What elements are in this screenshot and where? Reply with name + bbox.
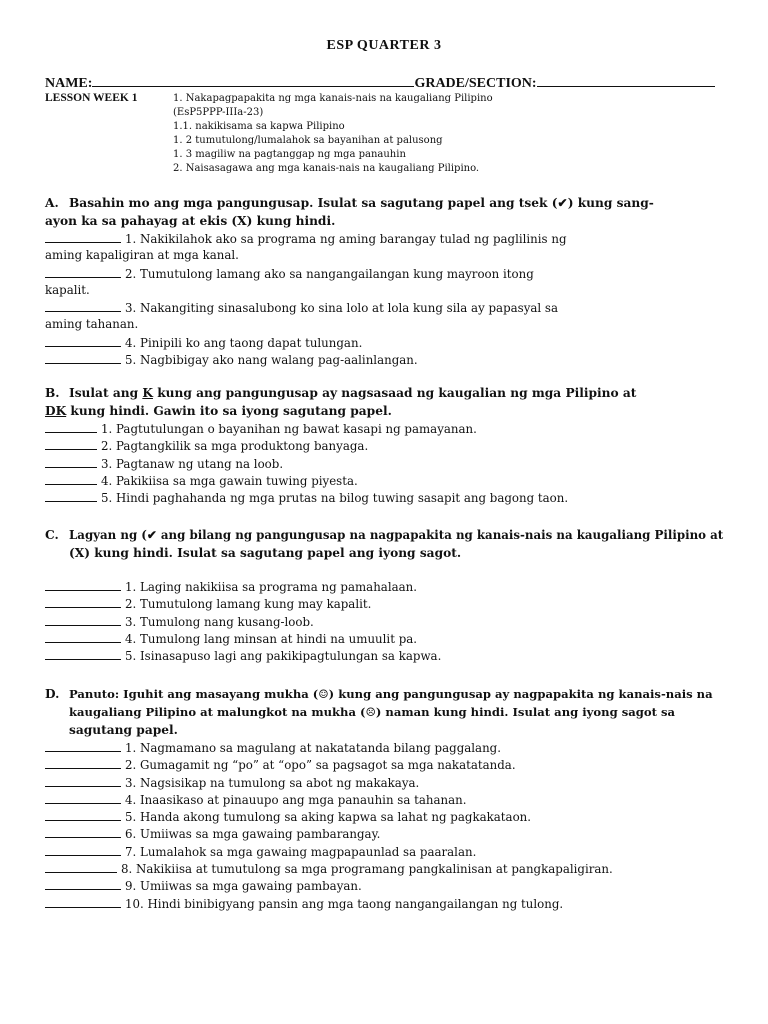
item-continuation: aming kapaligiran at mga kanal. [45,248,239,263]
section-b [45,384,725,506]
answer-blank[interactable] [45,420,97,433]
item-text: 9. Umiiwas sa mga gawaing pambayan. [125,879,362,894]
instruction-text: kung ang pangungusap ay nagsasaad ng kaugalian ng mga Pilipino at [152,386,637,400]
section-label: B. [45,386,60,400]
list-item [45,299,725,316]
list-item [45,860,725,877]
list-item [45,230,725,247]
list-item [45,630,725,647]
answer-blank[interactable] [45,825,121,838]
item-text: 1. Nagmamano sa magulang at nakatatanda bilang paggalang. [125,741,501,755]
item-text: 5. Hindi paghahanda ng mga prutas na bilog tuwing sasapit ang bagong taon. [101,491,569,506]
section-b-instruction [45,384,725,402]
item-text: 3. Tumulong nang kusang-loob. [125,614,314,629]
section-label: D. [45,687,60,701]
name-blank[interactable] [92,72,414,87]
item-text: 5. Nagbibigay ako nang walang pag-aalinlangan. [125,353,418,368]
list-item [45,420,725,437]
list-item [45,756,725,773]
answer-blank[interactable] [45,756,121,769]
list-item [45,877,725,894]
answer-blank[interactable] [45,437,97,450]
answer-blank[interactable] [45,877,121,890]
instruction-text: kung hindi. Gawin ito sa iyong sagutang papel. [66,404,392,418]
instruction-text: Isulat ang [69,386,143,400]
section-c-instruction-cont [45,544,725,562]
section-d [45,685,725,912]
item-text: 1. Nakikilahok ako sa programa ng aming barangay tulad ng paglilinis ng [125,232,567,246]
list-item [45,791,725,808]
item-text: 4. Pakikiisa sa mga gawain tuwing piyesta. [101,473,358,488]
list-item [45,895,725,912]
k-code: K [142,386,153,400]
list-item [45,578,725,595]
answer-blank[interactable] [45,791,121,804]
item-text: 3. Nakangiting sinasalubong ko sina lolo at lola kung sila ay papasyal sa [125,301,559,316]
section-d-instruction-cont [45,703,725,721]
answer-blank[interactable] [45,265,121,278]
item-text: 10. Hindi binibigyang pansin ang mga taong nangangailangan ng tulong. [125,896,564,911]
section-label: C. [45,528,59,542]
dk-code: DK [45,404,67,418]
item-text: 3. Pagtanaw ng utang na loob. [101,456,284,471]
item-text: 4. Inaasikaso at pinauupo ang mga panauhin sa tahanan. [125,792,467,807]
item-text: 4. Tumulong lang minsan at hindi na umuulit pa. [125,631,418,646]
answer-blank[interactable] [45,455,97,468]
item-text: 2. Tumutulong lamang ako sa nangangailangan kung mayroon itong [125,266,534,281]
answer-blank[interactable] [45,595,121,608]
item-text: 8. Nakikiisa at tumutulong sa mga programang pangkalinisan at pangkapaligiran. [121,862,613,877]
answer-blank[interactable] [45,739,121,752]
item-text: 7. Lumalahok sa mga gawaing magpapaunlad sa paaralan. [125,844,477,859]
list-item [45,808,725,825]
list-item [45,489,725,506]
objective-line: 1.1. nakikisama sa kapwa Pilipino [173,121,345,132]
item-text: 1. Laging nakikiisa sa programa ng pamahalaan. [125,580,418,594]
item-text: 1. Pagtutulungan o bayanihan ng bawat kasapi ng pamayanan. [101,422,477,436]
objective-line: 1. 3 magiliw na pagtanggap ng mga panauhin [173,149,406,160]
section-d-instruction [45,685,725,703]
name-label: NAME: [45,76,93,91]
section-b-instruction-cont [45,402,725,420]
instruction-text: sagutang papel. [69,723,178,737]
list-item [45,613,725,630]
item-text: 2. Gumagamit ng “po” at “opo” sa pagsagot sa mga nakatatanda. [125,758,516,773]
list-item [45,265,725,282]
list-item [45,774,725,791]
answer-blank[interactable] [45,334,121,347]
answer-blank[interactable] [45,472,97,485]
section-c-instruction [45,526,725,544]
item-text: 5. Handa akong tumulong sa aking kapwa sa lahat ng pagkakataon. [125,810,532,825]
list-item [45,647,725,664]
answer-blank[interactable] [45,578,121,591]
objective-line: 1. 2 tumutulong/lumalahok sa bayanihan at palusong [173,135,443,146]
item-continuation: kapalit. [45,282,90,297]
item-text: 5. Isinasapuso lagi ang pakikipagtulungan sa kapwa. [125,649,442,664]
instruction-text: (X) kung hindi. Isulat sa sagutang papel ang iyong sagot. [69,546,462,560]
lesson-week-label: LESSON WEEK 1 [45,92,138,104]
list-item [45,351,725,368]
instruction-text: Lagyan ng (✔ ang bilang ng pangungusap na nagpapakita ng kanais-nais na kaugaliang Pilipino at [69,528,724,542]
item-text: 2. Tumutulong lamang kung may kapalit. [125,597,372,612]
grade-section-blank[interactable] [537,72,715,87]
name-grade-line [45,72,725,92]
instruction-text: Basahin mo ang mga pangungusap. Isulat sa sagutang papel ang tsek (✔) kung sang- [69,196,654,210]
list-item [45,843,725,860]
item-text: 6. Umiiwas sa mga gawaing pambarangay. [125,827,381,842]
section-a-instruction [45,194,725,212]
answer-blank[interactable] [45,860,117,873]
page-title: ESP QUARTER 3 [326,38,442,53]
objective-line: 2. Naisasagawa ang mga kanais-nais na kaugaliang Pilipino. [173,163,480,174]
answer-blank[interactable] [45,647,121,660]
item-text: 2. Pagtangkilik sa mga produktong banyaga. [101,439,369,454]
learning-objectives [173,92,693,176]
answer-blank[interactable] [45,351,121,364]
list-item [45,455,725,472]
item-text: 3. Nagsisikap na tumulong sa abot ng makakaya. [125,775,420,790]
list-item [45,334,725,351]
answer-blank[interactable] [45,489,97,502]
section-d-instruction-cont [45,721,725,739]
grade-section-label: GRADE/SECTION: [414,76,537,91]
instruction-text: Panuto: Iguhit ang masayang mukha (☺) kung ang pangungusap ay nagpapakita ng kanais-nais na [69,687,713,701]
section-label: A. [45,196,59,210]
list-item [45,472,725,489]
answer-blank[interactable] [45,613,121,626]
instruction-text: kaugaliang Pilipino at malungkot na mukha (☹) naman kung hindi. Isulat ang iyong sagot sa [69,705,676,719]
answer-blank[interactable] [45,630,121,643]
objective-line: 1. Nakapagpapakita ng mga kanais-nais na kaugaliang Pilipino [173,93,493,104]
answer-blank[interactable] [45,843,121,856]
item-text: 4. Pinipili ko ang taong dapat tulungan. [125,335,363,350]
answer-blank[interactable] [45,299,121,312]
list-item [45,739,725,756]
answer-blank[interactable] [45,895,121,908]
answer-blank[interactable] [45,808,121,821]
answer-blank[interactable] [45,230,121,243]
objective-line: (EsP5PPP-IIIa-23) [173,107,264,118]
section-a [45,194,725,368]
answer-blank[interactable] [45,774,121,787]
item-continuation: aming tahanan. [45,317,139,332]
list-item [45,825,725,842]
list-item [45,437,725,454]
section-a-instruction-cont: ayon ka sa pahayag at ekis (X) kung hindi. [45,214,336,228]
section-c [45,526,725,664]
list-item [45,595,725,612]
